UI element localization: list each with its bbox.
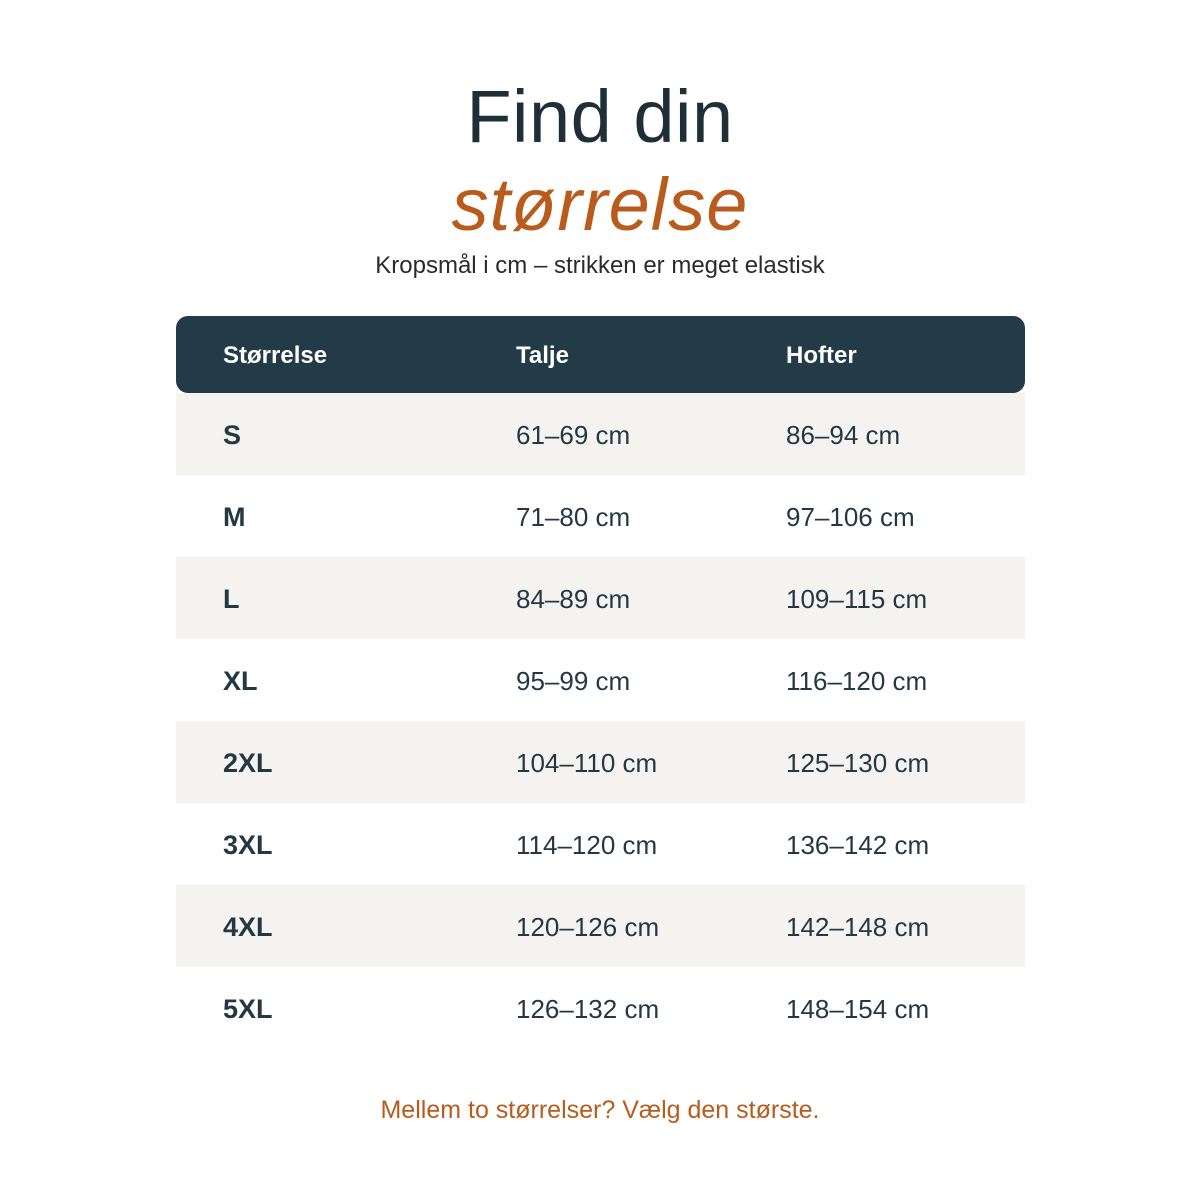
hips-cell: 116–120 cm [786,666,928,696]
waist-cell: 120–126 cm [516,912,660,942]
waist-cell: 104–110 cm [516,748,658,778]
size-cell: 3XL [223,830,273,860]
subtitle: Kropsmål i cm – strikken er meget elastisk [375,252,825,279]
waist-cell: 114–120 cm [516,830,658,860]
size-cell: XL [223,666,258,696]
table-row [176,885,1025,967]
hips-cell: 109–115 cm [786,584,928,614]
waist-cell: 95–99 cm [516,666,631,696]
size-table [176,316,1025,1049]
waist-cell: 71–80 cm [516,502,631,532]
waist-cell: 84–89 cm [516,584,631,614]
table-row [176,639,1025,721]
header-hips: Hofter [786,342,857,369]
footer-note: Mellem to størrelser? Vælg den største. [380,1096,820,1124]
hips-cell: 136–142 cm [786,830,930,860]
size-cell: 2XL [223,748,273,778]
waist-cell: 61–69 cm [516,420,631,450]
table-row [176,557,1025,639]
size-cell: 5XL [223,994,273,1024]
title-line-2: størrelse [451,163,749,246]
table-row [176,475,1025,557]
table-row [176,393,1025,475]
header-size: Størrelse [223,342,328,369]
table-header [176,316,1025,393]
hips-cell: 148–154 cm [786,994,930,1024]
hips-cell: 97–106 cm [786,502,915,532]
hips-cell: 86–94 cm [786,420,901,450]
hips-cell: 142–148 cm [786,912,930,942]
header-waist: Talje [516,342,569,369]
hips-cell: 125–130 cm [786,748,930,778]
waist-cell: 126–132 cm [516,994,660,1024]
table-row [176,721,1025,803]
size-cell: L [223,584,240,614]
table-row [176,967,1025,1049]
title-line-1: Find din [466,75,734,158]
size-cell: M [223,502,246,532]
table-row [176,803,1025,885]
size-cell: S [223,420,242,450]
size-cell: 4XL [223,912,273,942]
